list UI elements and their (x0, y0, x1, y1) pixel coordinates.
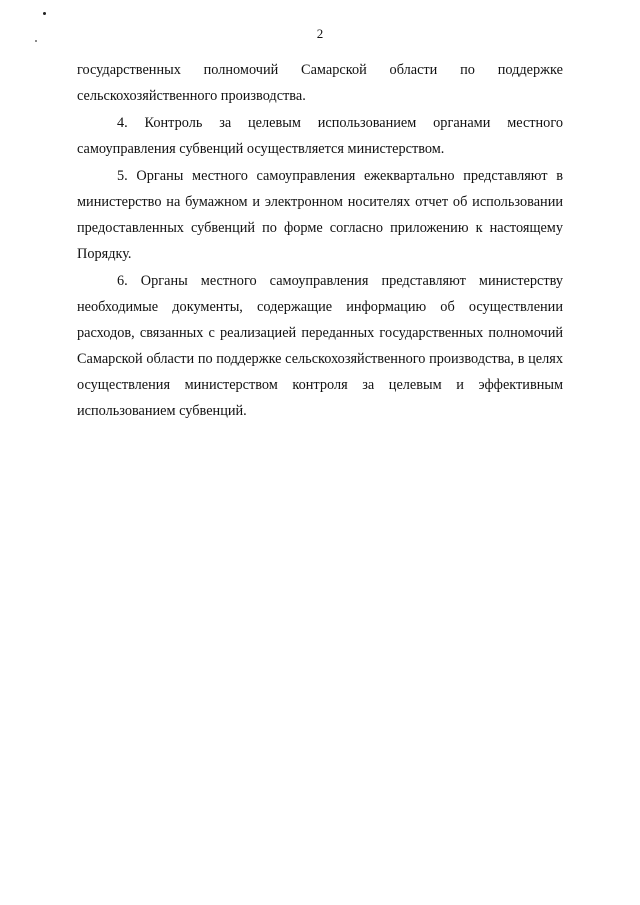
paragraph-6: 6. Органы местного самоуправления представляют министерству необходимые документы, содержащие информацию об осуществлении расходов, связанных с реализацией переданных государственных полномочий Самарской области по поддержке сельскохозяйственного производства, в целях осуществления министерством контроля за целевым и эффективным использованием субвенций. (77, 273, 563, 419)
paragraph-continuation: государственных полномочий Самарской области по поддержке сельскохозяйственного производства. (77, 62, 563, 104)
document-body (77, 57, 563, 425)
page-number: 2 (316, 26, 324, 41)
paragraph-5: 5. Органы местного самоуправления ежеквартально представляют в министерство на бумажном и электронном носителях отчет об использовании предоставленных субвенций по форме согласно приложению к настоящему Порядку. (77, 168, 563, 262)
scan-speck (43, 12, 46, 15)
paragraph-4: 4. Контроль за целевым использованием органами местного самоуправления субвенций осуществляется министерством. (77, 115, 563, 157)
